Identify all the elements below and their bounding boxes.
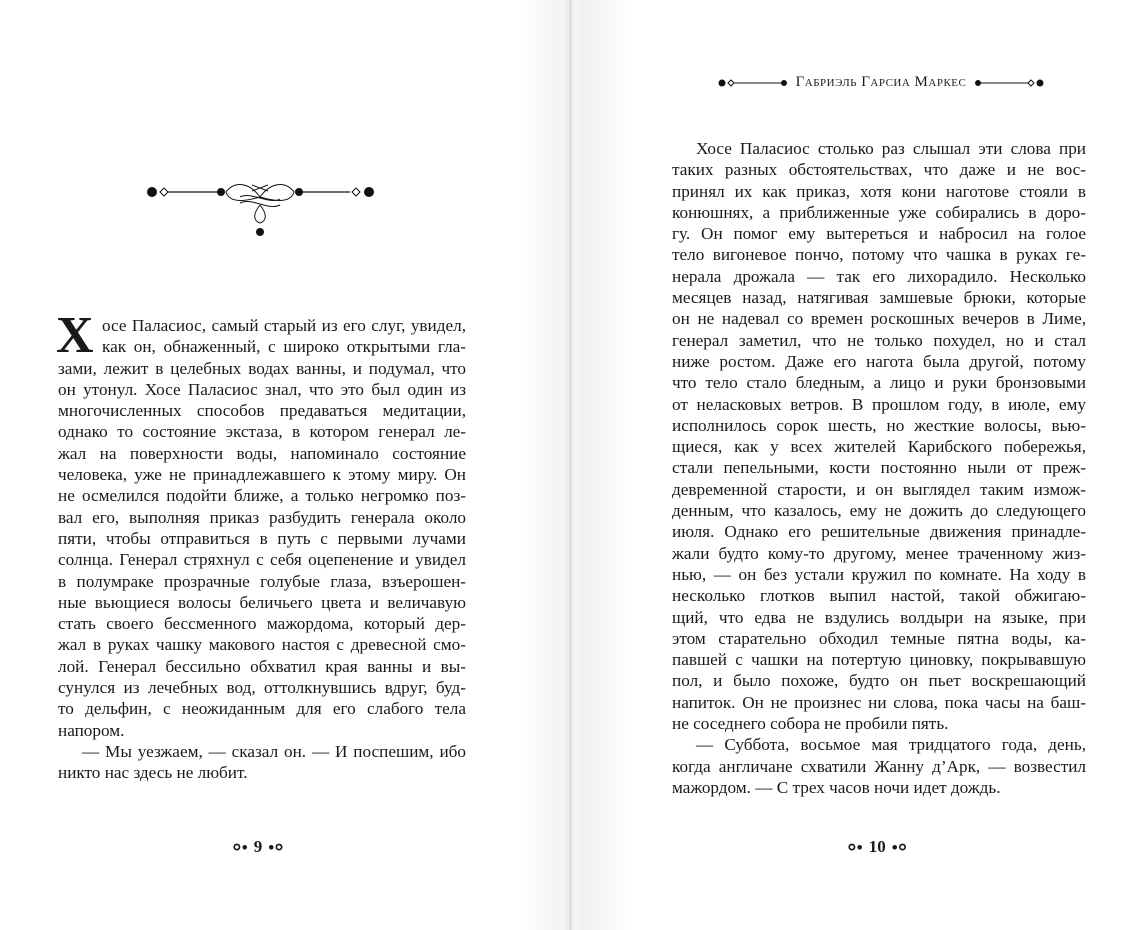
text-line: лой. Генерал бессильно обхватил края ванны и вы- — [58, 656, 466, 676]
text-line: осе Паласиос, самый старый из его слуг, увидел, — [102, 316, 466, 335]
book-spine-line — [570, 0, 571, 930]
text-line: вал его, выполняя приказ разбудить генерала около — [58, 507, 466, 527]
text-line: в полумраке прозрачные голубые глаза, взъерошен- — [58, 571, 466, 591]
text-line: однако то состояние экстаза, в котором генерал ле- — [58, 422, 466, 442]
text-line: не соседнего собора не пробили пять. — [672, 714, 949, 734]
text-line: жали будто кому-то другому, менее траченному жиз- — [672, 543, 1086, 563]
text-line: пол, и было похоже, будто он пьет воскрешающий — [672, 671, 1086, 691]
text-line: жал в руках чашку макового настоя с древесной смо- — [58, 635, 466, 655]
text-line: павшей с чашки на потертую циновку, покрывавшую — [672, 650, 1086, 670]
text-line: как он, обнаженный, с широко открытыми гла- — [102, 337, 466, 357]
text-line: напиток. Он не произнес ни слова, пока часы на баш- — [672, 692, 1086, 712]
text-line: — Суббота, восьмое мая тридцатого года, день, — [696, 735, 1086, 755]
page-ornament-icon: ⸰• — [847, 838, 863, 857]
text-line: таких разных обстоятельствах, что даже и не вос- — [672, 160, 1086, 180]
page-number-left — [232, 835, 284, 858]
page-ornament-icon: •⸰ — [268, 838, 284, 857]
text-line: от неласковых ветров. В прошлом году, в июле, ему — [672, 394, 1086, 414]
running-title: Габриэль Гарсиа Маркес — [795, 74, 967, 90]
text-line: девременной старости, и он выглядел таким измож- — [672, 479, 1086, 499]
text-line: щий, что едва не вздулись волдыри на языке, при — [672, 607, 1086, 627]
page-number: 9 — [253, 836, 263, 856]
text-line: он утонул. Хосе Паласиос знал, что это был один из — [58, 379, 466, 399]
text-line: что тело стало бледным, а лицо и руки бронзовыми — [672, 373, 1086, 393]
right-page-text — [672, 138, 1086, 798]
text-line: он не надевал со времен роскошных вечеров в Лиме, — [672, 309, 1086, 329]
page-number-right — [847, 835, 907, 858]
running-header — [703, 74, 1059, 91]
text-line: напором. — [58, 720, 125, 740]
text-line: месяцев назад, натягивая замшевые брюки, которые — [672, 288, 1086, 308]
text-line: пяти, чтобы отправиться в путь с первыми лучами — [58, 528, 466, 548]
header-ornament-right-icon — [974, 77, 1044, 89]
text-line: многочисленных способов предаваться медитации, — [58, 401, 466, 421]
text-line: солнца. Генерал стряхнул с себя оцепенение и увидел — [58, 550, 466, 570]
text-line: нью, — он без устали кружил по комнате. На ходу в — [672, 564, 1086, 584]
text-line: — Мы уезжаем, — сказал он. — И поспешим, ибо — [82, 741, 466, 761]
text-line: этом старательно обходил темные пятна воды, ка- — [672, 628, 1086, 648]
text-line: когда англичане схватили Жанну д’Арк, — возвестил — [672, 756, 1086, 776]
text-line: мажордом. — С трех часов ночи идет дождь. — [672, 777, 1001, 797]
chapter-ornament-icon — [140, 175, 380, 245]
text-line: несколько глотков выпил настой, такой обжигаю- — [672, 586, 1086, 606]
text-line: стать своего бессменного мажордома, который дер- — [58, 614, 466, 634]
text-line: никто нас здесь не любит. — [58, 763, 248, 783]
text-line: нерала дрожала — так его лихорадило. Несколько — [672, 266, 1086, 286]
text-line: исполнилось сорок шесть, но жесткие волосы, вью- — [672, 415, 1086, 435]
text-line: стали пепельными, кости постоянно ныли от преж- — [672, 458, 1086, 478]
text-line: денным, что казалось, ему не дожить до следующего — [672, 501, 1086, 521]
text-line: Хосе Паласиос столько раз слышал эти слова при — [696, 139, 1086, 158]
text-line: щиеся, как у всех жителей Карибского побережья, — [672, 437, 1086, 457]
text-line: не осмелился подойти ближе, а только негромко поз- — [58, 486, 466, 506]
text-line: ные вьющиеся волосы беличьего цвета и величавую — [58, 592, 466, 612]
text-line: конюшнях, а приближенные уже собирались в доро- — [672, 202, 1086, 222]
text-line: гу. Он помог ему вытереться и набросил на голое — [672, 224, 1086, 244]
text-line: генерал заметил, что не только похудел, но и стал — [672, 330, 1086, 350]
page-ornament-icon: ⸰• — [232, 838, 248, 857]
page-number: 10 — [868, 836, 886, 856]
left-page-text — [56, 307, 466, 784]
page-ornament-icon: •⸰ — [891, 838, 908, 857]
drop-cap: Х — [56, 307, 94, 364]
text-line: человека, уже не принадлежавшего к этому миру. Он — [58, 465, 466, 485]
text-line: тело вигоневое пончо, потому что чашка в руках ге- — [672, 245, 1086, 265]
header-ornament-left-icon — [718, 77, 788, 89]
text-line: ниже ростом. Даже его нагота была другой, потому — [672, 351, 1086, 371]
text-line: жал на поверхности воды, напоминало состояние — [58, 443, 466, 463]
text-line: июля. Однако его решительные движения принадле- — [672, 522, 1086, 542]
text-line: принял их как приказ, хотя кони наготове стояли в — [672, 181, 1086, 201]
text-line: зами, лежит в целебных водах ванны, и подумал, что — [58, 358, 466, 378]
book-gutter-shadow — [520, 0, 630, 930]
text-line: то дельфин, с неожиданным для его слабого тела — [58, 699, 466, 719]
text-line: сунулся из лечебных вод, оттолкнувшись вдруг, буд- — [58, 678, 466, 698]
